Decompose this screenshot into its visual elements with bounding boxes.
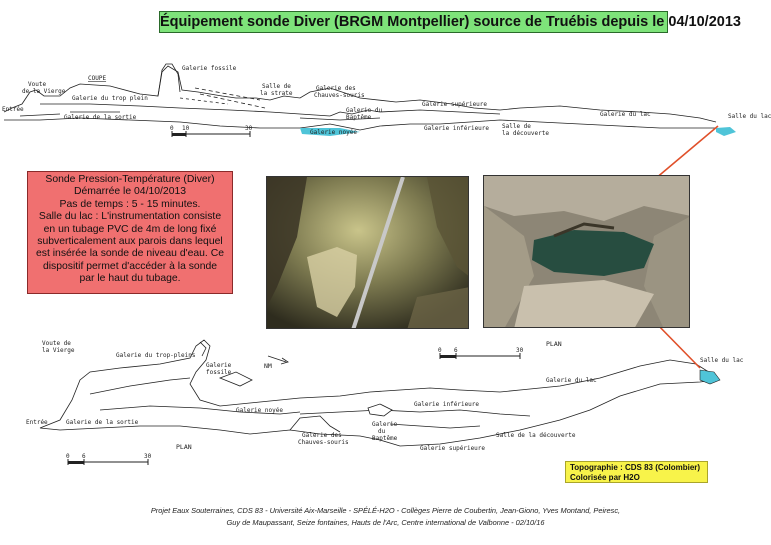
topo-line-1: Topographie : CDS 83 (Colombier)	[570, 463, 701, 472]
coupe-label-trop-plein: Galerie du trop plein	[72, 95, 148, 102]
north-label: NM	[264, 362, 272, 370]
info-box-sonde	[27, 171, 233, 294]
plan-scale-bar	[66, 453, 152, 465]
lake-water	[532, 230, 654, 276]
plan-label-fossile-1: Galerie	[206, 362, 232, 369]
photo-salle-du-lac	[483, 175, 690, 328]
coupe-label-chauves-1: Galerie des	[316, 85, 356, 92]
plan-label-fossile-2: fossile	[206, 369, 232, 376]
photo-pvc-tube	[266, 176, 469, 329]
coupe-label-vierge: de la Vierge	[22, 88, 66, 95]
topography-credit	[565, 461, 708, 483]
plan-scale-bar-right	[438, 347, 524, 359]
plan-label-voute: Voute de	[42, 340, 71, 347]
plan-label-chauves-1: Galerie des	[302, 432, 342, 439]
coupe-label-salle-lac: Salle du lac	[728, 113, 771, 120]
info-line-2: Démarrée le 04/10/2013	[73, 186, 187, 198]
plan-scale-right-0: 0	[438, 347, 442, 354]
plan-label-superieure: Galerie supérieure	[420, 445, 486, 452]
info-line-9: par le haut du tubage.	[79, 273, 181, 285]
coupe-label-entree: Entrée	[2, 106, 24, 113]
coupe-label-superieure: Galerie supérieure	[422, 101, 488, 108]
coupe-label-chauves-2: Chauves-souris	[314, 92, 365, 99]
plan-label-galerie-lac: Galerie du lac	[546, 377, 597, 384]
coupe-label-noyee: Galerie noyée	[310, 129, 357, 136]
plan-label-salle-lac: Salle du lac	[700, 357, 744, 364]
footer-line-1: Projet Eaux Souterraines, CDS 83 - Université Aix-Marseille - SPÉLÉ-H2O - Collèges Pierre de Coubertin, Jean-Giono, Yves Montand, Peiresc,	[150, 506, 621, 515]
plan-label-entree: Entrée	[26, 419, 48, 426]
page-title: Équipement sonde Diver (BRGM Montpellier) source de Truébis depuis le 04/10/2013	[159, 11, 668, 33]
coupe-scale-0: 0	[170, 125, 174, 132]
coupe-heading: COUPE	[88, 75, 107, 82]
plan-label-inferieure: Galerie inférieure	[414, 401, 480, 408]
coupe-label-sortie: Galerie de la sortie	[64, 114, 137, 121]
plan-scale-right-6: 6	[454, 347, 458, 354]
plan-scale-30: 30	[144, 453, 152, 460]
info-line-7: est insérée la sonde de niveau d'eau. Ce	[36, 248, 224, 260]
info-line-6: subverticalement aux parois dans lequel	[37, 236, 223, 248]
plan-heading-right: PLAN	[546, 340, 562, 348]
plan-label-trop-plein: Galerie du trop-pleins	[116, 352, 196, 359]
coupe-label-decouverte-2: la découverte	[502, 130, 549, 137]
coupe-label-inferieure: Galerie inférieure	[424, 125, 490, 132]
plan-scale-0: 0	[66, 453, 70, 460]
coupe-water-lac	[716, 127, 736, 136]
info-line-3: Pas de temps : 5 - 15 minutes.	[59, 198, 201, 210]
plan-label-vierge: la Vierge	[42, 347, 75, 354]
plan-label-noyee: Galerie noyée	[236, 407, 283, 414]
coupe-scale-30: 30	[245, 125, 253, 132]
plan-heading: PLAN	[176, 443, 192, 451]
footer-line-2: Guy de Maupassant, Seize fontaines, Hauts de l'Arc, Centre international de Valbonne - 02/10/16	[226, 518, 545, 527]
coupe-label-voute: Voute	[28, 81, 47, 88]
plan-scale-6: 6	[82, 453, 86, 460]
plan-label-bapteme-1: Galerie	[372, 421, 398, 428]
plan-label-bapteme-2: du	[378, 428, 386, 435]
coupe-label-decouverte-1: Salle de	[502, 123, 531, 130]
plan-label-chauves-2: Chauves-souris	[298, 439, 349, 446]
coupe-label-bapteme-1: Galerie du	[346, 107, 383, 114]
plan-label-decouverte: Salle de la découverte	[496, 432, 576, 439]
info-line-4: Salle du lac : L'instrumentation consiste	[38, 211, 222, 223]
plan-label-sortie: Galerie de la sortie	[66, 419, 139, 426]
coupe-label-bapteme-2: Baptême	[346, 114, 372, 121]
plan-label-bapteme-3: Baptême	[372, 435, 398, 442]
coupe-label-strate-1: Salle de	[262, 83, 291, 90]
coupe-label-strate-2: la strate	[260, 90, 293, 97]
coupe-label-galerie-lac: Galerie du lac	[600, 111, 651, 118]
coupe-scale-10: 10	[182, 125, 190, 132]
footer-credits	[0, 505, 771, 529]
plan-scale-right-30: 30	[516, 347, 524, 354]
topo-line-2: Colorisée par H2O	[570, 473, 640, 482]
info-line-5: en un tubage PVC de 4m de long fixé	[43, 223, 217, 235]
info-line-1: Sonde Pression-Température (Diver)	[45, 174, 215, 185]
coupe-label-fossile: Galerie fossile	[182, 65, 237, 72]
info-line-8: dispositif permet d'accéder à la sonde	[42, 260, 218, 272]
